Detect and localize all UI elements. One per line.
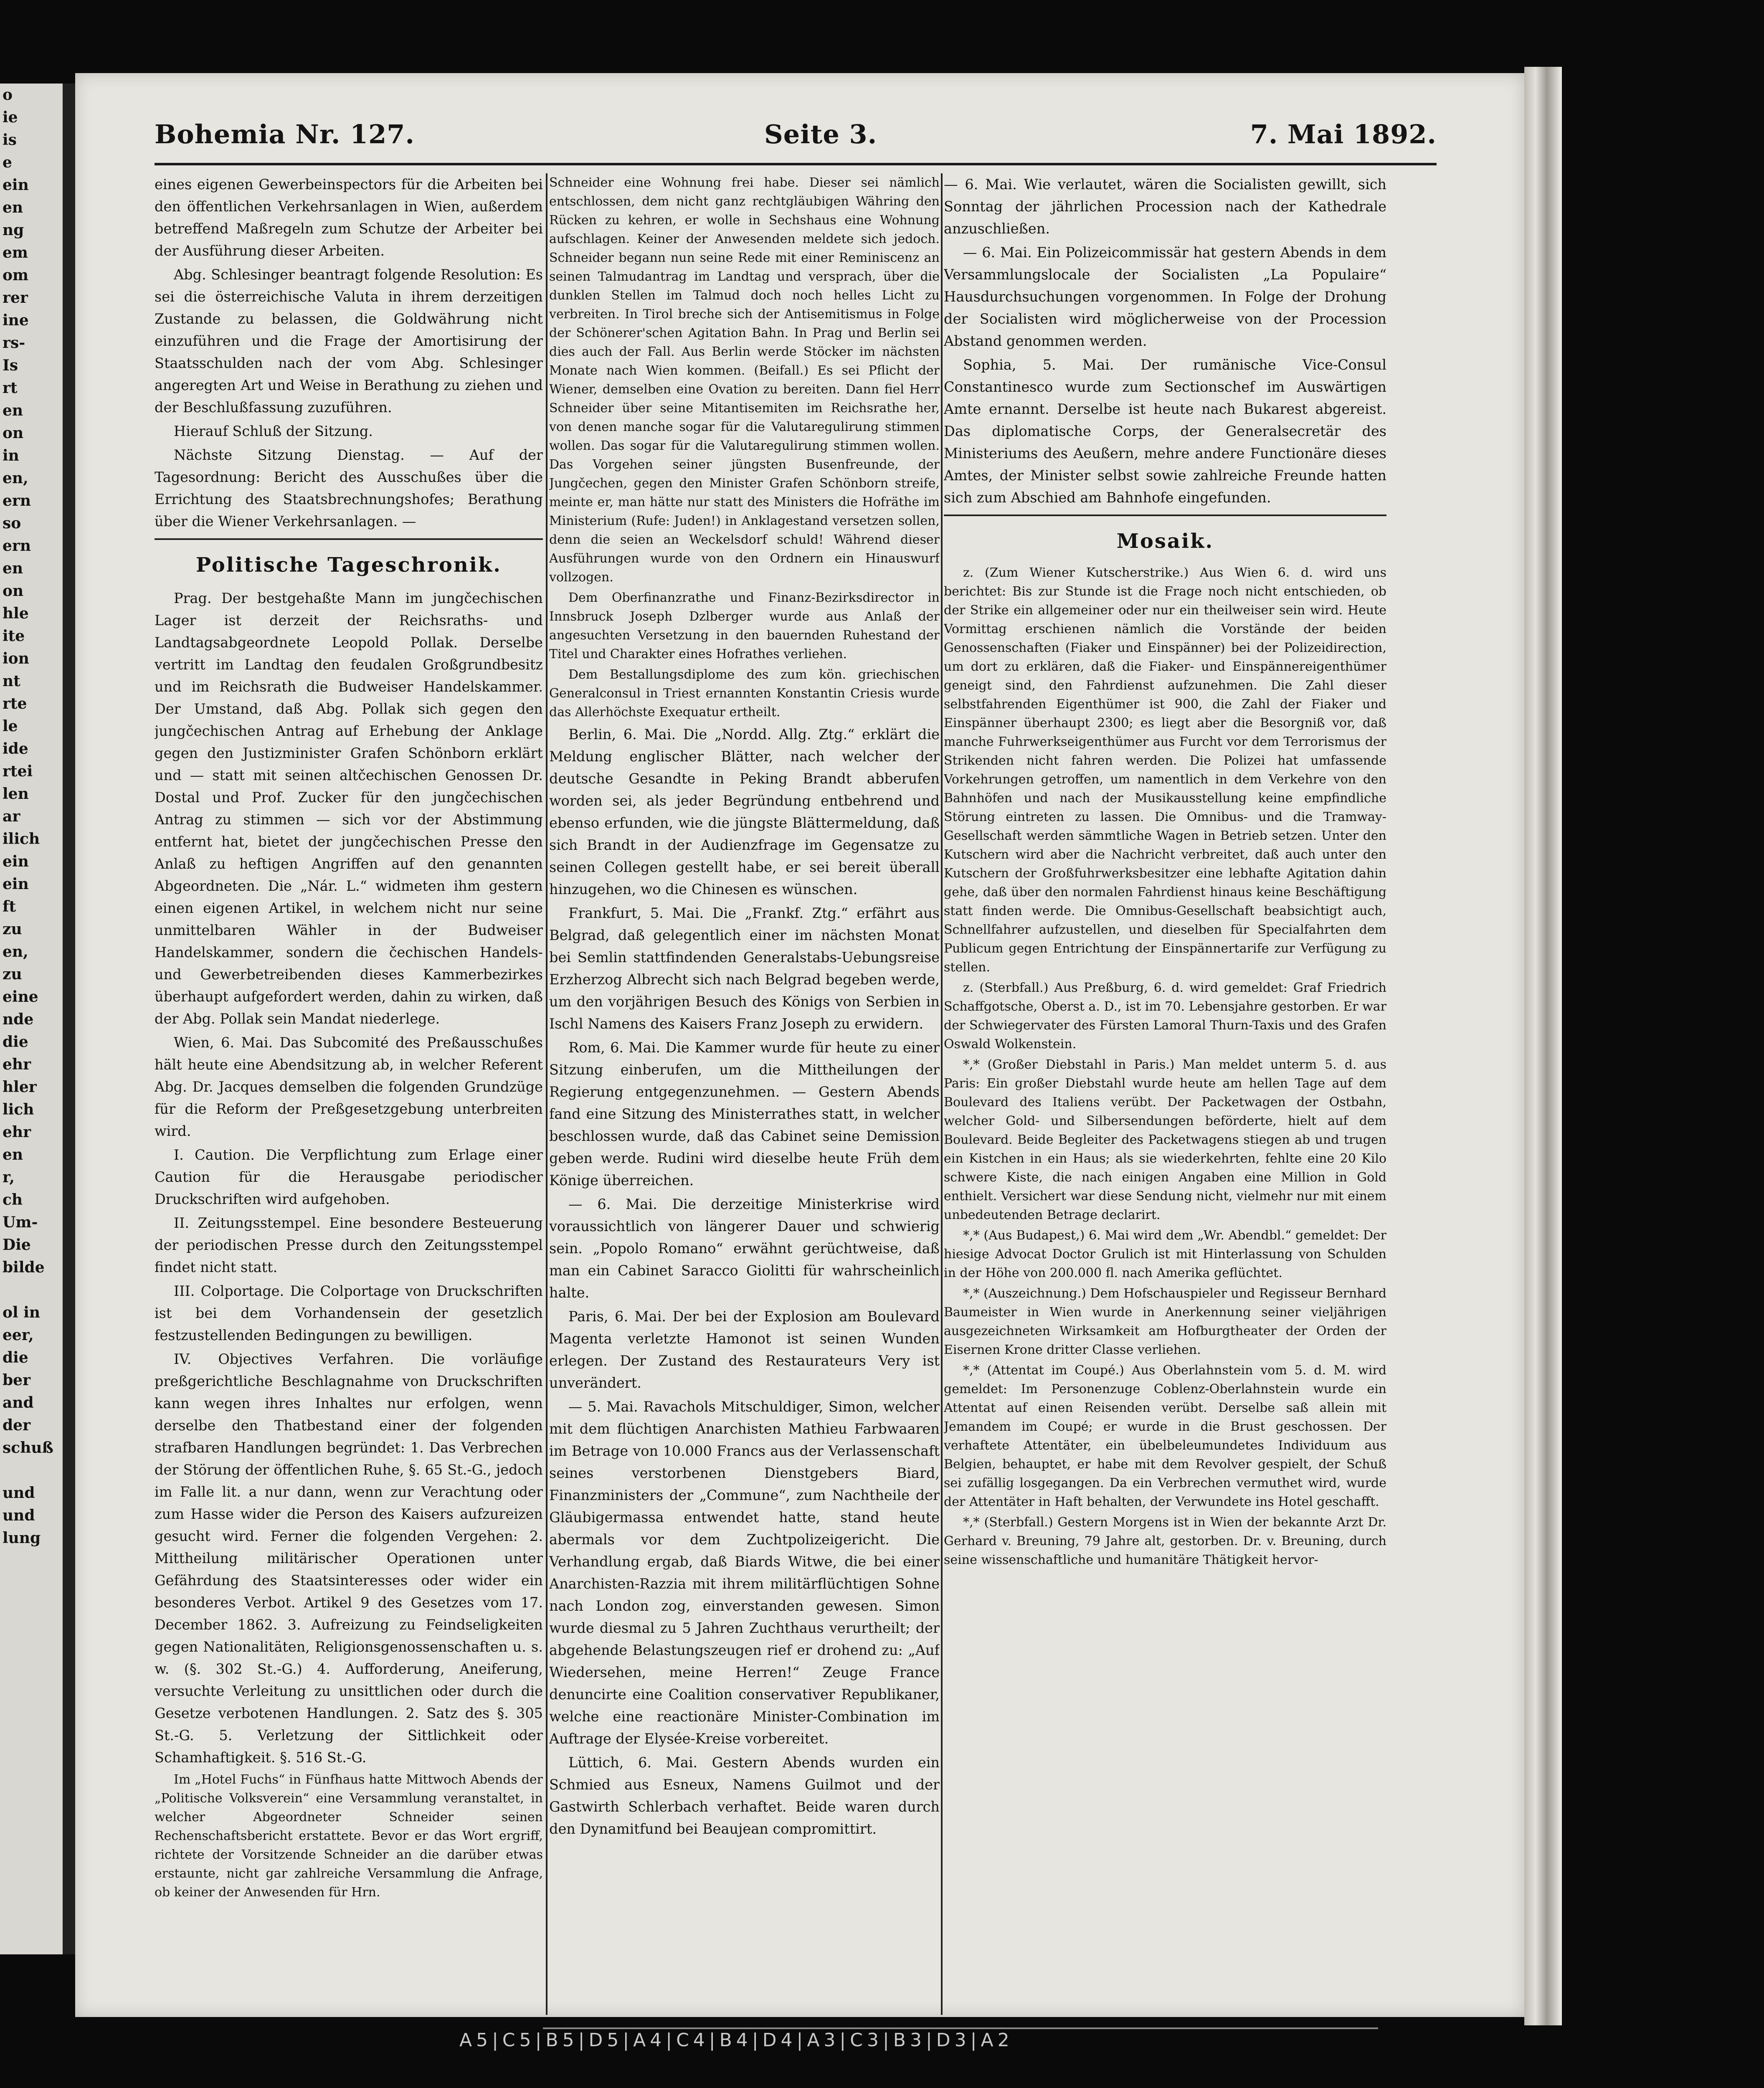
paragraph: IV. Objectives Verfahren. Die vorläufige preßgerichtliche Beschlagnahme von Druckschriften kann wegen ihres Inhaltes nur erfolgen, wenn derselbe den Thatbestand einer der folgenden strafbaren Handlungen begründet: 1. Das Verbrechen der Störung der öffentlichen Ruhe, §. 65 St.-G., jedoch im Falle lit. a nur dann, wenn zur Verachtung oder zum Hasse wider die Person des Kaisers aufzureizen gesucht wird. Ferner die folgenden Vergehen: 2. Mittheilung militärischer Operationen unter Gefährdung des Staatsinteresses oder wider ein besonderes Verbot. Artikel 9 des Gesetzes vom 17. December 1862. 3. Aufreizung zu Feindseligkeiten gegen Nationalitäten, Religionsgenossenschaften u. s. w. (§. 302 St.-G.) 4. Aufforderung, Aneiferung, versuchte Verleitung zu unsittlichen oder durch die Gesetze verbotenen Handlungen. 2. Satz des §. 305 St.-G. 5. Verletzung der Sittlichkeit oder Schamhaftigkeit. §. 516 St.-G. (155, 1351, 543, 1766)
paragraph: z. (Zum Wiener Kutscherstrike.) Aus Wien 6. d. wird uns berichtet: Bis zur Stunde ist die Frage noch nicht entschieden, ob der Strike ein allgemeiner oder nur ein theilweiser sein wird. Heute Vormittag erschienen nämlich die Vorstände der beiden Genossenschaften (Fiaker und Einspänner) bei der Polizeidirection, um dort zu erklären, daß die Fiaker- und Einspännereigenthümer geneigt sind, den Fahrdienst aufzunehmen. Die Zahl dieser selbstfahrenden Eigenthümer ist 900, die Zahl der Fiaker und Einspänner überhaupt 2300; es liegt aber die Besorgniß vor, daß manche Fuhrwerkseigenthümer aus Furcht vor dem Terrorismus der Strikenden nicht fahren werden. Die Polizei hat umfassende Vorkehrungen getroffen, um namentlich in dem Verkehre von den Bahnhöfen und nach der Musikausstellung keine empfindliche Störung eintreten zu lassen. Die Omnibus- und die Tramway-Gesellschaft werden sämmtliche Wagen in Betrieb setzen. Unter den Kutschern wird aber die Nachricht verbreitet, daß auch unter den Kutschern der Großfuhrwerksbesitzer eine lebhafte Agitation dahin gehe, daß über den normalen Fahrdienst hinaus keine Beschäftigung statt finden werde. Die Omnibus-Gesellschaft beabsichtigt auch, Schnellfahrer aufzustellen, und dieselben für Specialfahrten dem Publicum gegen Entrichtung der Einspännertarife zur Verfügung zu stellen. (944, 565, 1386, 975)
left-page-fragment: and (3, 1394, 34, 1411)
column-rule (941, 173, 943, 2015)
paragraph: Paris, 6. Mai. Der bei der Explosion am Boulevard Magenta verletzte Hamonot ist seinen Wunden erlegen. Der Zustand des Restaurateurs Very ist unverändert. (549, 1308, 940, 1391)
left-page-fragment: rs- (3, 334, 25, 352)
page-header (155, 115, 1437, 165)
left-page-fragment: hler (3, 1078, 37, 1096)
paragraph: *,* (Auszeichnung.) Dem Hofschauspieler und Regisseur Bernhard Baumeister in Wien wurde in Anerkennung seiner vieljährigen ausgezeichneten Wirksamkeit am Hofburgtheater der Orden der Eisernen Krone dritter Classe verliehen. (944, 1286, 1386, 1357)
left-page-fragment: em (3, 244, 28, 261)
paragraph: — 6. Mai. Wie verlautet, wären die Socialisten gewillt, sich Sonntag der jährlichen Procession nach der Kathedrale anzuschließen. (944, 176, 1386, 237)
paragraph: *,* (Sterbfall.) Gestern Morgens ist in Wien der bekannte Arzt Dr. Gerhard v. Breuning, 79 Jahre alt, gestorben. Dr. v. Breuning, durch seine wissenschaftliche und humanitäre Thätigkeit hervor- (944, 1515, 1386, 1567)
paragraph: Wien, 6. Mai. Das Subcomité des Preßausschußes hält heute eine Abendsitzung ab, in welcher Referent Abg. Dr. Jacques demselben die folgenden Grundzüge für die Reform der Preßgesetzgebung unterbreiten wird. (155, 1034, 543, 1139)
column-rule (546, 173, 547, 2015)
column-3 (944, 173, 1386, 2015)
paragraph: Rom, 6. Mai. Die Kammer wurde für heute zu einer Sitzung einberufen, um die Mittheilungen der Regierung entgegenzunehmen. — Gestern Abends fand eine Sitzung des Ministerrathes statt, in welcher beschlossen wurde, daß das Cabinet seine Demission geben werde. Rudini wird dieselbe heute Früh dem Könige überreichen. (549, 1039, 940, 1188)
left-page-fragment: nt (3, 672, 20, 690)
left-page-fragment: rtei (3, 763, 33, 780)
left-page-fragment: hle (3, 605, 29, 622)
left-page-fragment: so (3, 514, 21, 532)
left-page-fragment: ie (3, 109, 18, 126)
header-rule (155, 163, 1437, 165)
left-page-fragment: is (3, 131, 17, 149)
left-page-fragment: en (3, 1146, 23, 1163)
left-page-fragment: und (3, 1484, 35, 1502)
book-binding (63, 84, 75, 1954)
issue-date: 7. Mai 1892. (1250, 119, 1437, 150)
divider (155, 538, 543, 540)
left-page-fragment: Die (3, 1236, 31, 1254)
page-number: Seite 3. (764, 119, 877, 150)
left-page-fragment: rte (3, 695, 27, 712)
paragraph: — 5. Mai. Ravachols Mitschuldiger, Simon, welcher mit dem flüchtigen Anarchisten Mathieu Farbwaaren im Betrage von 10.000 Francs aus der Verlassenschaft seines verstorbenen Dienstgebers Biard, Finanzministers der „Commune“, zum Nachtheile der Gläubigermassa entwendet hatte, stand heute abermals vor dem Zuchtpolizeigericht. Die Verhandlung ergab, daß Biards Witwe, die bei einer Anarchisten-Razzia mit ihrem militärflüchtigen Sohne nach London zog, einverstanden gewesen. Simon wurde diesmal zu 5 Jahren Zuchthaus verurtheilt; der abgehende Belastungszeugen rief er drohend zu: „Auf Wiedersehen, meine Herren!“ Zeuge France denuncirte eine Coalition conservativer Republikaner, welche eine reactionäre Minister-Combination im Auftrage der Elysée-Kreise vorbereitet. (549, 1399, 940, 1747)
left-page-fragment: ern (3, 537, 31, 555)
left-page-fragment: ein (3, 176, 29, 194)
column-1 (155, 173, 543, 2015)
left-page-fragment: le (3, 717, 18, 735)
left-page-fragment: en (3, 402, 23, 419)
left-page-fragment: rer (3, 289, 28, 307)
paragraph: II. Zeitungsstempel. Eine besondere Besteuerung der periodischen Presse durch den Zeitungsstempel findet nicht statt. (155, 1215, 543, 1275)
left-page-fragment: len (3, 785, 29, 803)
left-page-fragment: lung (3, 1529, 41, 1547)
left-page-fragment: en (3, 199, 23, 216)
left-page-fragment: zu (3, 965, 22, 983)
left-page-fragment: ar (3, 808, 20, 825)
left-page-fragment: lich (3, 1101, 34, 1118)
left-page-fragment: ide (3, 740, 28, 758)
left-page-fragment: Um- (3, 1214, 38, 1231)
left-page-fragment: ion (3, 650, 29, 667)
paragraph: z. (Sterbfall.) Aus Preßburg, 6. d. wird gemeldet: Graf Friedrich Schaffgotsche, Oberst a. D., ist im 70. Lebensjahre gestorben. Er war der Schwiegervater des Fürsten Lamoral Thurn-Taxis und des Grafen Oswald Wolkenstein. (944, 981, 1386, 1052)
paragraph: Dem Bestallungsdiplome des zum kön. griechischen Generalconsul in Triest ernannten Konstantin Criesis wurde das Allerhöchste Exequatur ertheilt. (549, 667, 940, 720)
left-page-fragment: schuß (3, 1439, 53, 1457)
paragraph: *,* (Großer Diebstahl in Paris.) Man meldet unterm 5. d. aus Paris: Ein großer Diebstahl wurde heute am hellen Tage auf dem Boulevard des Italiens verübt. Der Packetwagen der Ostbahn, welcher Gold- und Silbersendungen beförderte, hielt auf dem Boulevard. Beide Begleiter des Packetwagens stiegen ab und trugen ein Kistchen in ein Haus; als sie wiederkehrten, fehlte eine 20 Kilo schwere Kiste, die nach einigen Angaben eine Million in Gold enthielt. Versichert war diese Sendung nicht, vielmehr nur mit einem unbedeutenden Betrage declarirt. (944, 1057, 1386, 1222)
left-page-fragment: nde (3, 1011, 34, 1028)
section-title: Politische Tageschronik. (196, 553, 502, 577)
left-page-fragment: ol in (3, 1304, 41, 1321)
left-page-fragment: ite (3, 627, 25, 645)
left-page-fragment: o (3, 86, 13, 104)
left-page-fragment: ein (3, 853, 29, 870)
left-page-fragment: ng (3, 221, 24, 239)
paragraph: eines eigenen Gewerbeinspectors für die Arbeiten bei den öffentlichen Verkehrsanlagen in Wien, außerdem betreffend Maßregeln zum Schutze der Arbeiter bei der Ausführung dieser Arbeiten. (155, 176, 543, 259)
left-page-fragment: bilde (3, 1259, 45, 1276)
left-page-fragment: die (3, 1349, 28, 1366)
column-2 (549, 173, 940, 2015)
left-page-fragment: Is (3, 357, 18, 374)
paragraph: — 6. Mai. Ein Polizeicommissär hat gestern Abends in dem Versammlungslocale der Socialisten „La Populaire“ Hausdurchsuchungen vorgenommen. In Folge der Drohung der Socialisten wird möglicherweise von der Procession Abstand genommen werden. (944, 244, 1386, 349)
left-page-fragment (0, 1459, 63, 1482)
scanner-target-strip: A5|C5|B5|D5|A4|C4|B4|D4|A3|C3|B3|D3|A2 (459, 2030, 1014, 2051)
left-page-fragment: ein (3, 875, 29, 893)
left-page-fragment: eer, (3, 1326, 34, 1344)
adjacent-page-edge (0, 84, 63, 1954)
paragraph: Frankfurt, 5. Mai. Die „Frankf. Ztg.“ erfährt aus Belgrad, daß gelegentlich einer im nächsten Monat bei Semlin stattfindenden Generalstabs-Uebungsreise Erzherzog Albrecht sich nach Belgrad begeben werde, um den vorjährigen Besuch des Königs von Serbien in Ischl Namens des Kaisers Franz Joseph zu erwidern. (549, 905, 940, 1032)
left-page-fragment: ch (3, 1191, 23, 1209)
paragraph: III. Colportage. Die Colportage von Druckschriften ist bei dem Vorhandensein der gesetzlich festzustellenden Bedingungen zu bewilligen. (155, 1283, 543, 1343)
paragraph: — 6. Mai. Die derzeitige Ministerkrise wird voraussichtlich von längerer Dauer und schwierig sein. „Popolo Romano“ erwähnt gerüchtweise, daß man ein Cabinet Saracco Giolitti für wahrscheinlich halte. (549, 1196, 940, 1301)
paragraph: Lüttich, 6. Mai. Gestern Abends wurden ein Schmied aus Esneux, Namens Guilmot und der Gastwirth Schlerbach verhaftet. Beide waren durch den Dynamitfund bei Beaujean compromittirt. (549, 1754, 940, 1837)
paragraph: *,* (Aus Budapest,) 6. Mai wird dem „Wr. Abendbl.“ gemeldet: Der hiesige Advocat Doctor Grulich ist mit Hinterlassung von Schulden in der Höhe von 200.000 fl. nach Amerika geflüchtet. (944, 1228, 1386, 1280)
left-page-fragment: on (3, 424, 24, 442)
left-page-fragment: en, (3, 469, 28, 487)
left-page-fragment: en, (3, 943, 28, 960)
left-page-fragment: die (3, 1033, 28, 1051)
left-page-fragment: in (3, 447, 19, 464)
paragraph: Abg. Schlesinger beantragt folgende Resolution: Es sei die österreichische Valuta in ihrem derzeitigen Zustande zu belassen, die Goldwährung nicht einzuführen und die Frage der Amortisirung der Staatsschulden nach der vom Abg. Schlesinger angeregten Art und Weise in Berathung zu ziehen und der Beschlußfassung zuzuführen. (155, 266, 543, 416)
scanner-guide-rule (543, 2027, 1378, 2029)
left-page-fragment: en (3, 560, 23, 577)
left-page-fragment: ehr (3, 1123, 31, 1141)
left-page-fragment (0, 1279, 63, 1301)
left-page-fragment: on (3, 582, 24, 600)
paragraph: Berlin, 6. Mai. Die „Nordd. Allg. Ztg.“ erklärt die Meldung englischer Blätter, nach welcher der deutsche Gesandte in Peking Brandt abberufen worden sei, als jeder Begründung entbehrend und ebenso erfunden, wie die jüngste Blättermeldung, daß sich Brandt in der Audienzfrage im Gegensatze zu seinen Collegen gestellt habe, er sei bereit überall hinzugehen, wo die Chinesen es wünschen. (549, 726, 940, 897)
paragraph: Hierauf Schluß der Sitzung. (174, 423, 373, 439)
left-page-fragment: om (3, 266, 29, 284)
left-page-fragment: ilich (3, 830, 40, 848)
section-title: Mosaik. (1116, 530, 1214, 553)
paragraph: Prag. Der bestgehaßte Mann im jungčechischen Lager ist derzeit der Reichsraths- und Landtagsabgeordnete Leopold Pollak. Derselbe vertritt im Landtag den feudalen Großgrundbesitz und im Reichsrath die Budweiser Handelskammer. Der Umstand, daß Abg. Pollak sich gegen den jungčechischen Antrag auf Erhebung der Anklage gegen den Justizminister Grafen Schönborn erklärt und — statt mit seinen altčechischen Genossen Dr. Dostal und Prof. Zucker für den jungčechischen Antrag zu stimmen — sich vor der Abstimmung entfernt hat, bietet der jungčechischen Presse den Anlaß zu heftigen Angriffen auf den genannten Abgeordneten. Die „Nár. L.“ widmeten ihm gestern einen eigenen Artikel, in welchem nicht nur seine unmittelbaren Wähler in der Budweiser Handelskammer, sondern die čechischen Handels- und Gewerbetreibenden dieses Kammerbezirkes überhaupt aufgefordert werden, dahin zu wirken, daß der Abg. Pollak sein Mandat niederlege. (155, 590, 543, 1027)
left-page-fragment: ft (3, 898, 16, 915)
left-page-fragment: eine (3, 988, 38, 1006)
divider (944, 514, 1386, 516)
left-page-fragment: der (3, 1416, 31, 1434)
left-page-fragment: ber (3, 1371, 31, 1389)
paragraph: Schneider eine Wohnung frei habe. Dieser sei nämlich entschlossen, dem nicht ganz rechtgläubigen Währing den Rücken zu kehren, er wolle in Sechshaus eine Wohnung aufschlagen. Keiner der Anwesenden meldete sich jedoch. Schneider begann nun seine Rede mit einer Reminiscenz an seinen Talmudantrag im Landtag und versprach, über die dunklen Stellen im Talmud doch noch helles Licht zu verbreiten. In Tirol breche sich der Antisemitismus in Folge der Schönerer'schen Agitation Bahn. In Prag und Berlin sei dies auch der Fall. Aus Berlin werde Stöcker im nächsten Monate nach Wien kommen. (Beifall.) Es sei Pflicht der Wiener, demselben eine Ovation zu bereiten. Dann fiel Herr Schneider über seine Mitantisemiten im Reichsrathe her, von denen manche sogar für die Valutaregulirung stimmen wollen. Das sogar für die Valutaregulirung stimmen wollen. Das Vorgehen seiner jüngsten Busenfreunde, der Jungčechen, gegen den Minister Grafen Schönborn streife, meinte er, man hätte nur statt des Ministers die Hofräthe im Ministerium (Rufe: Juden!) in Anklagestand versetzen sollen, denn die seien an Weckelsdorf schuld! Während dieser Ausführungen wurde von den Ordnern ein Hinauswurf vollzogen. (549, 175, 940, 585)
left-page-fragment: rt (3, 379, 18, 397)
paragraph: Sophia, 5. Mai. Der rumänische Vice-Consul Constantinesco wurde zum Sectionschef im Auswärtigen Amte ernannt. Derselbe ist heute nach Bukarest abgereist. Das diplomatische Corps, der Generalsecretär des Ministeriums des Aeußern, mehre andere Functionäre dieses Amtes, der Minister selbst sowie zahlreiche Freunde hatten sich zum Abschied am Bahnhofe eingefunden. (944, 357, 1386, 506)
masthead-issue: Bohemia Nr. 127. (155, 119, 415, 150)
paragraph: Im „Hotel Fuchs“ in Fünfhaus hatte Mittwoch Abends der „Politische Volksverein“ eine Versammlung veranstaltet, in welcher Abgeordneter Schneider seinen Rechenschaftsbericht erstattete. Bevor er das Wort ergriff, richtete der Vorsitzende Schneider an die darüber etwas erstaunte, nicht gar zahlreiche Versammlung die Anfrage, ob keiner der Anwesenden für Hrn. (155, 1772, 543, 1900)
left-page-fragment: e (3, 154, 12, 171)
paragraph: Nächste Sitzung Dienstag. — Auf der Tagesordnung: Bericht des Ausschußes über die Errichtung des Staatsbrechnungshofes; Berathung über die Wiener Verkehrsanlagen. — (155, 447, 543, 530)
left-page-fragment: r, (3, 1168, 15, 1186)
left-page-fragment: zu (3, 920, 22, 938)
left-page-fragment: ern (3, 492, 31, 509)
left-page-fragment: ine (3, 312, 29, 329)
left-page-fragment: und (3, 1507, 35, 1524)
paragraph: *,* (Attentat im Coupé.) Aus Oberlahnstein vom 5. d. M. wird gemeldet: Im Personenzuge Coblenz-Oberlahnstein wurde ein Attentat auf einen Reisenden verübt. Derselbe saß allein mit Jemandem im Coupé; er wurde in die Brust geschossen. Der verhaftete Attentäter, ein übelbeleumundetes Individuum aus Belgien, behauptet, er habe mit dem Revolver gespielt, der Schuß sei zufällig losgegangen. Da ein Verbrechen vermuthet wird, wurde der Attentäter in Haft behalten, der Verwundete ins Hotel geschafft. (944, 1363, 1386, 1509)
paragraph: I. Caution. Die Verpflichtung zum Erlage einer Caution für die Herausgabe periodischer Druckschriften wird aufgehoben. (155, 1147, 543, 1207)
paragraph: Dem Oberfinanzrathe und Finanz-Bezirksdirector in Innsbruck Joseph Dzlberger wurde aus Anlaß der angesuchten Versetzung in den bauernden Ruhestand der Titel und Charakter eines Hofrathes verliehen. (549, 590, 940, 661)
left-page-fragment: ehr (3, 1056, 31, 1073)
page-stack-edge (1524, 67, 1562, 2025)
newspaper-page (75, 73, 1524, 2017)
